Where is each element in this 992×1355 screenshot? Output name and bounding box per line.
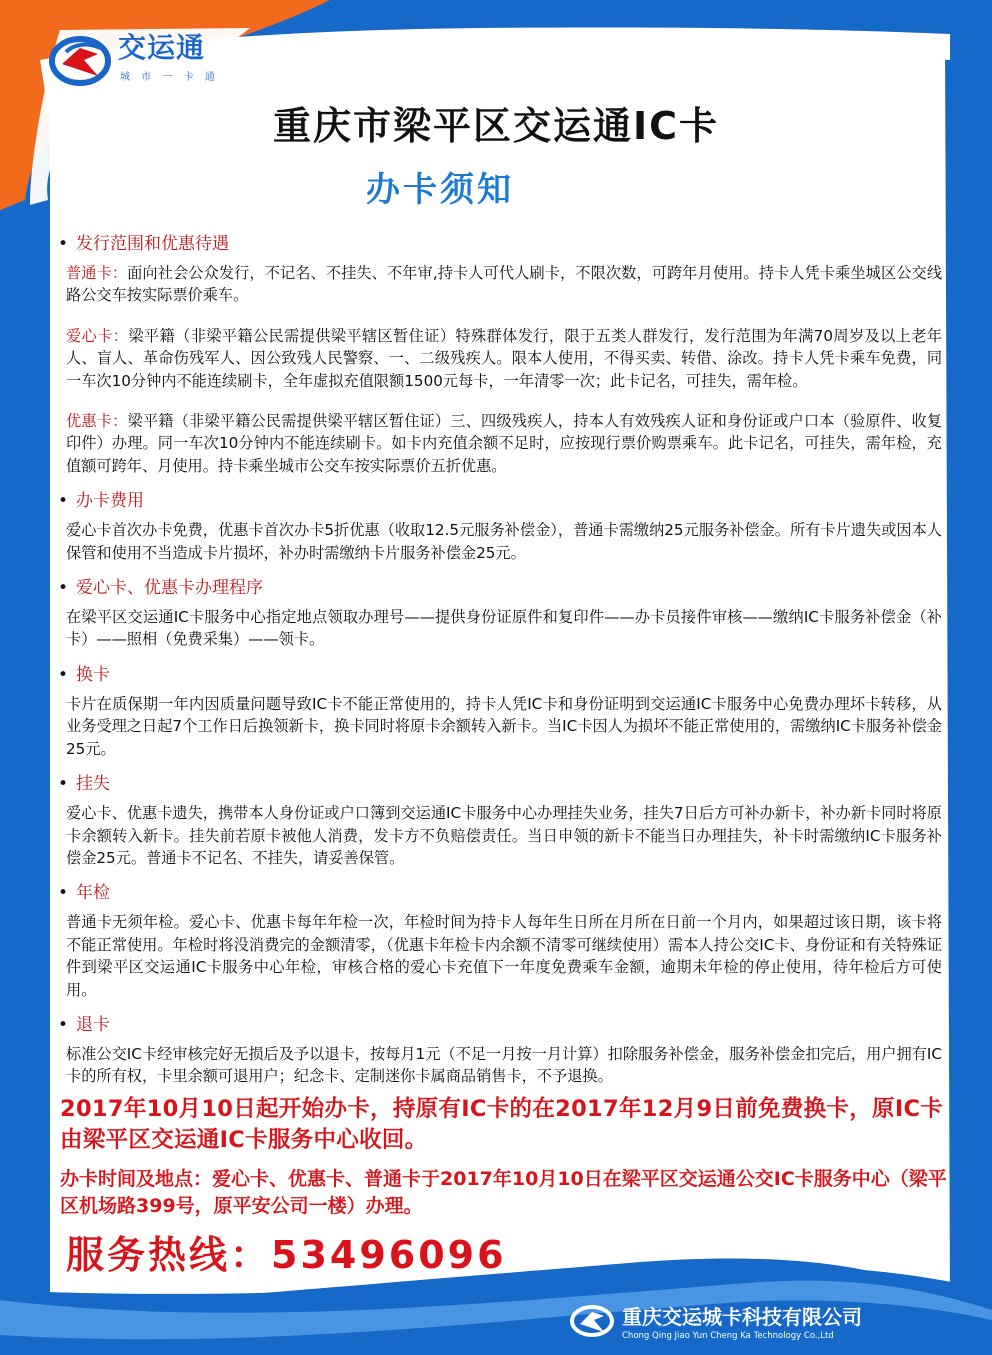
card-label: 优惠卡： xyxy=(66,412,128,431)
section-heading: • 换卡 xyxy=(66,663,942,687)
paragraph-love-card xyxy=(66,325,942,392)
service-hotline: 服务热线：53496096 xyxy=(66,1233,507,1277)
section-heading: • 挂失 xyxy=(66,772,942,796)
company-name: 重庆交运城卡科技有限公司 xyxy=(622,1305,862,1329)
paragraph-normal-card xyxy=(66,262,942,307)
paragraph-text: 面向社会公众发行，不记名、不挂失、不年审,持卡人可代人刷卡，不限次数，可跨年月使用。持卡人凭卡乘坐城区公交线路公交车按实际票价乘车。 xyxy=(66,264,943,305)
paragraph-text: 爱心卡、优惠卡遗失，携带本人身份证或户口簿到交运通IC卡服务中心办理挂失业务，挂失7日后方可补办新卡，补办新卡同时将原卡余额转入新卡。挂失前若原卡被他人消费，发卡方不负赔偿责任。当日申领的新卡不能当日办理挂失，补卡时需缴纳IC卡服务补偿金25元。普通卡不记名、不挂失，请妥善保管。 xyxy=(66,804,942,867)
paragraph-text: 在梁平区交运通IC卡服务中心指定地点领取办理号——提供身份证原件和复印件——办卡员接件审核——缴纳IC卡服务补偿金（补卡）——照相（免费采集）——领卡。 xyxy=(66,608,942,649)
paragraph-text: 卡片在质保期一年内因质量问题导致IC卡不能正常使用的，持卡人凭IC卡和身份证明到交运通IC卡服务中心免费办理坏卡转移，从业务受理之日起7个工作日后换领新卡，换卡同时将原卡余额转入新卡。当IC卡因人为损坏不能正常使用的，需缴纳IC卡服务补偿金25元。 xyxy=(66,694,942,758)
section-annual-check xyxy=(66,881,942,1001)
section-heading: • 办卡费用 xyxy=(66,489,942,513)
paragraph-text: 普通卡无须年检。爱心卡、优惠卡每年年检一次，年检时间为持卡人每年生日所在月所在日前一个月内，如果超过该日期，该卡将不能正常使用。年检时将没消费完的金额清零，（优惠卡年检卡内余额不清零可继续使用）需本人持公交IC卡、身份证和有关特殊证件到梁平区交运通IC卡服务中心年检，审核合格的爱心卡充值下一年度免费乘车金额，逾期未年检的停止使用，待年检后方可使用。 xyxy=(66,913,942,999)
paragraph-text: 标准公交IC卡经审核完好无损后及予以退卡，按每月1元（不足一月按一月计算）扣除服务补偿金，服务补偿金扣完后，用户拥有IC卡的所有权，卡里余额可退用户；纪念卡、定制迷你卡属商品销售卡，不予退换。 xyxy=(66,1044,942,1086)
section-fees xyxy=(66,489,942,564)
paragraph-text: 梁平籍（非梁平籍公民需提供梁平辖区暂住证）特殊群体发行，限于五类人群发行，发行范围为年满70周岁及以上老年人、盲人、革命伤残军人、因公致残人民警察、一、二级残疾人。限本人使用，不得买卖、转借、涂改。持卡人凭卡乘车免费，同一车次10分钟内不能连续刷卡，全年虚拟充值限额1500元每卡，一年清零一次；此卡记名，可挂失，需年检。 xyxy=(66,326,943,390)
section-issuance xyxy=(66,232,942,477)
paragraph-text: 爱心卡首次办卡免费，优惠卡首次办卡5折优惠（收取12.5元服务补偿金），普通卡需缴纳25元服务补偿金。所有卡片遗失或因本人保管和使用不当造成卡片损坏，补办时需缴纳卡片服务补偿金25元。 xyxy=(66,521,942,562)
section-replace xyxy=(66,663,942,760)
page-subtitle: 办卡须知 xyxy=(366,170,514,210)
paragraph-discount-card xyxy=(66,410,942,477)
section-heading: • 年检 xyxy=(66,881,942,905)
brand-tagline: 城 市 一 卡 通 xyxy=(120,72,219,83)
notice-content xyxy=(66,226,942,1100)
company-name-en: Chong Qing Jiao Yun Cheng Ka Technology Co.,Ltd xyxy=(622,1331,834,1341)
card-label: 爱心卡： xyxy=(66,326,129,345)
paragraph-text: 梁平籍（非梁平籍公民需提供梁平辖区暂住证）三、四级残疾人，持本人有效残疾人证和身份证或户口本（验原件、收复印件）办理。同一车次10分钟内不能连续刷卡。如卡内充值余额不足时，应按现行票价购票乘车。此卡记名，可挂失，需年检，充值额可跨年、月使用。持卡乘坐城市公交车按实际票价五折优惠。 xyxy=(66,412,943,475)
company-logo-icon xyxy=(568,1302,616,1340)
page-title: 重庆市梁平区交运通IC卡 xyxy=(272,104,720,148)
section-loss xyxy=(66,772,942,869)
section-procedure xyxy=(66,576,942,651)
section-heading: • 爱心卡、优惠卡办理程序 xyxy=(66,576,942,600)
section-heading: • 发行范围和优惠待遇 xyxy=(66,232,942,256)
card-label: 普通卡： xyxy=(66,264,128,282)
start-date-notice: 2017年10月10日起开始办卡，持原有IC卡的在2017年12月9日前免费换卡，原IC卡由梁平区交运通IC卡服务中心收回。 xyxy=(60,1096,944,1153)
time-location-info: 办卡时间及地点：爱心卡、优惠卡、普通卡于2017年10月10日在梁平区交运通公交IC卡服务中心（梁平区机场路399号，原平安公司一楼）办理。 xyxy=(60,1168,947,1217)
section-refund xyxy=(66,1013,942,1088)
brand-name: 交运通 xyxy=(118,31,206,64)
section-heading: • 退卡 xyxy=(66,1013,942,1037)
